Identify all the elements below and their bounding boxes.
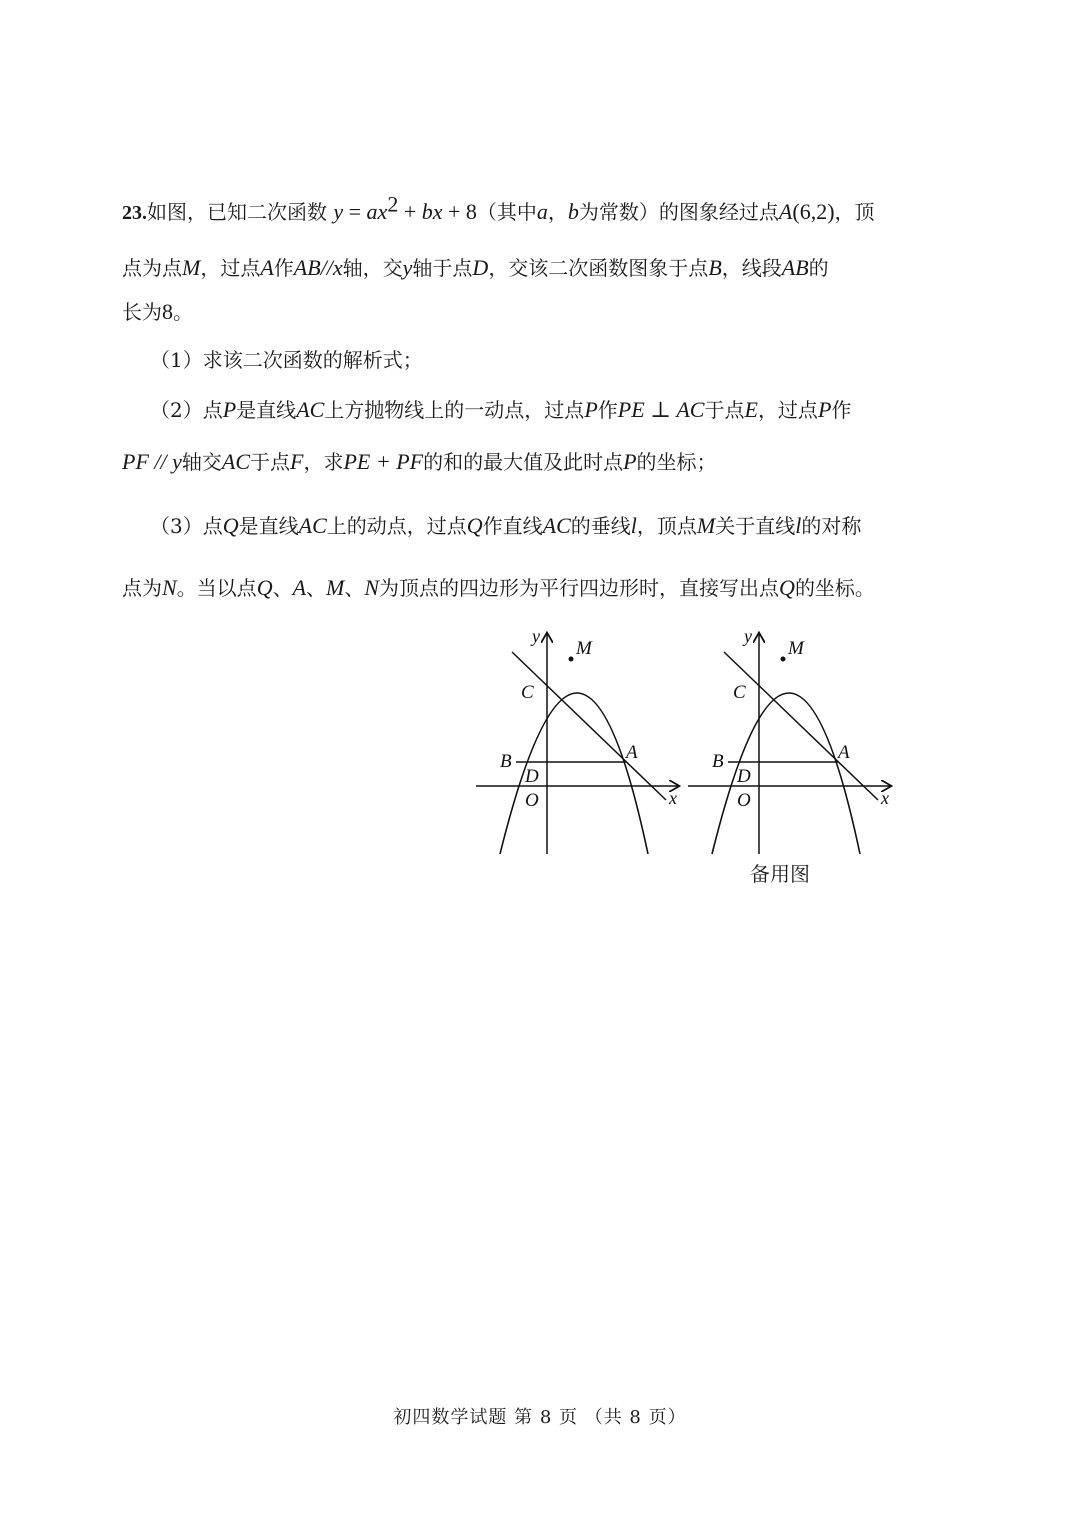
label-D: D bbox=[737, 766, 751, 787]
part-3-line-2: 点为N。当以点Q、A、M、N为顶点的四边形为平行四边形时，直接写出点Q的坐标。 bbox=[122, 575, 875, 600]
part-1: （1）求该二次函数的解析式； bbox=[150, 348, 423, 372]
label-y: y bbox=[744, 626, 752, 646]
question-line-2: 点为点M，过点A作AB//x轴，交y轴于点D，交该二次函数图象于点B，线段AB的 bbox=[122, 255, 829, 280]
parabola bbox=[712, 693, 860, 854]
figure-spare bbox=[682, 622, 902, 862]
page-footer: 初四数学试题 第 8 页 （共 8 页） bbox=[393, 1407, 687, 1428]
part-2-line-1: （2）点P是直线AC上方抛物线上的一动点，过点P作PE ⊥ AC于点E，过点P作 bbox=[150, 397, 852, 422]
label-A: A bbox=[838, 742, 850, 763]
part-2-line-2: PF // y轴交AC于点F，求PE + PF的和的最大值及此时点P的坐标； bbox=[122, 449, 717, 474]
label-O: O bbox=[737, 790, 751, 811]
label-x: x bbox=[881, 788, 889, 808]
label-D: D bbox=[525, 766, 539, 787]
figure-caption: 备用图 bbox=[750, 862, 810, 886]
label-x: x bbox=[669, 788, 677, 808]
question-line-1: 23.如图，已知二次函数 $y = ax^2$ + bx + 8（其中a，b为常数）的图象经过点A(6,2)，顶 bbox=[122, 191, 875, 224]
label-M: M bbox=[788, 638, 804, 659]
part-3-line-1: （3）点Q是直线AC上的动点，过点Q作直线AC的垂线l，顶点M关于直线l的对称 bbox=[150, 513, 862, 538]
question-number: 23. bbox=[122, 202, 147, 224]
question-line-3: 长为8。 bbox=[122, 299, 193, 324]
label-A: A bbox=[626, 742, 638, 763]
label-C: C bbox=[733, 682, 746, 703]
label-M: M bbox=[576, 638, 592, 659]
label-B: B bbox=[500, 751, 512, 772]
parabola bbox=[500, 693, 648, 854]
label-O: O bbox=[525, 790, 539, 811]
label-B: B bbox=[712, 751, 724, 772]
vertex-M-dot bbox=[781, 657, 786, 662]
vertex-M-dot bbox=[569, 657, 574, 662]
label-y: y bbox=[532, 626, 540, 646]
label-C: C bbox=[521, 682, 534, 703]
figure-main bbox=[470, 622, 690, 862]
